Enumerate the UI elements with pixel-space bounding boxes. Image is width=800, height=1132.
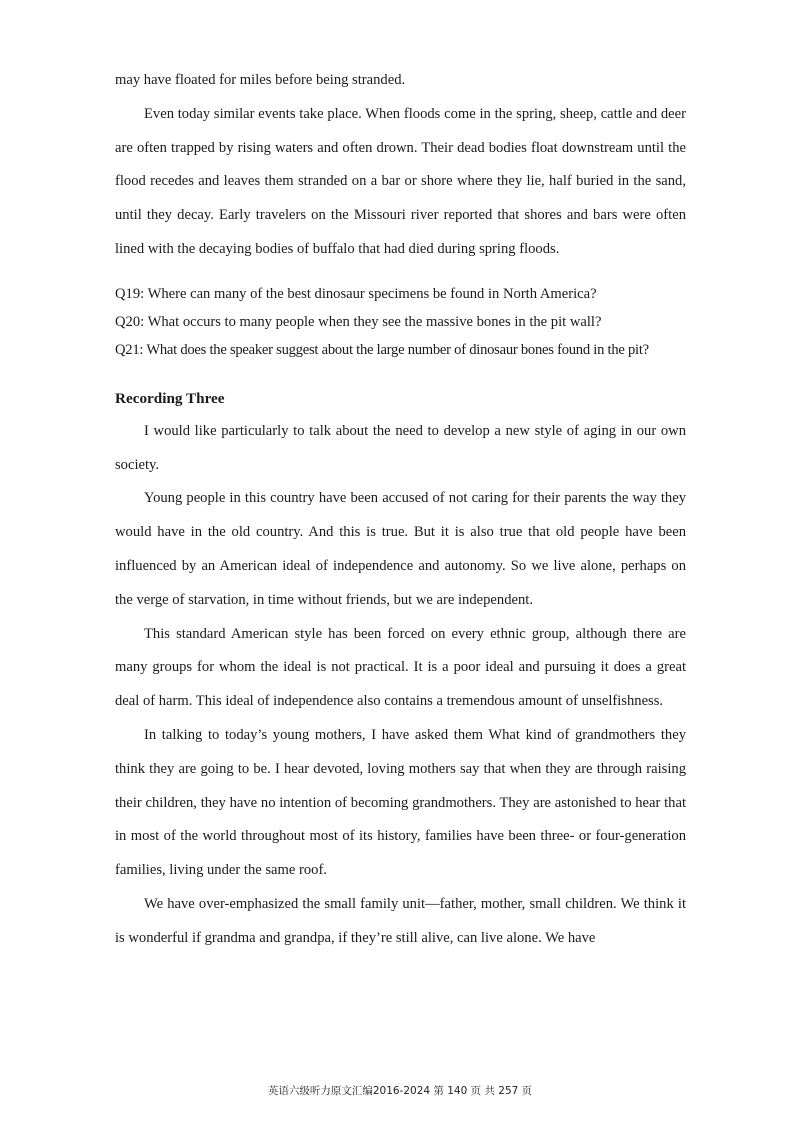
question-q21: Q21: What does the speaker suggest about the large number of dinosaur bones found in the pit? — [115, 341, 649, 358]
question-q19: Q19: Where can many of the best dinosaur specimens be found in North America? — [115, 285, 597, 302]
passage-paragraph: Even today similar events take place. When floods come in the spring, sheep, cattle and deer are often trapped by rising waters and often drown. Their dead bodies float downstream until the flood recedes and leaves them stranded on a bar or shore where they lie, half buried in the sand, until they decay. Early travelers on the Missouri river reported that shores and bars were often lined with the decaying bodies of buffalo that had died during spring floods. — [115, 105, 686, 257]
question-q20: Q20: What occurs to many people when they see the massive bones in the pit wall? — [115, 313, 602, 330]
question-list — [115, 280, 686, 364]
recording-three-transcript — [115, 415, 686, 956]
page-footer: 英语六级听力原文汇编2016-2024 第 140 页 共 257 页 — [267, 1085, 533, 1097]
transcript-paragraph: Young people in this country have been accused of not caring for their parents the way they would have in the old country. And this is true. But it is also true that old people have been influenced by an American ideal of independence and autonomy. So we live alone, perhaps on the verge of starvation, in time without friends, but we are independent. — [115, 490, 686, 608]
section-heading: Recording Three — [115, 389, 225, 407]
page-content — [115, 64, 686, 956]
transcript-paragraph: This standard American style has been forced on every ethnic group, although there are many groups for whom the ideal is not practical. It is a poor ideal and pursuing it does a great deal of harm. This ideal of independence also contains a tremendous amount of unselfishness. — [115, 625, 686, 710]
transcript-paragraph: In talking to today’s young mothers, I have asked them What kind of grandmothers they think they are going to be. I hear devoted, loving mothers say that when they are through raising their children, they have no intention of becoming grandmothers. They are astonished to hear that in most of the world throughout most of its history, families have been three- or four-generation families, living under the same roof. — [115, 726, 686, 879]
continued-text-line: may have floated for miles before being stranded. — [115, 72, 406, 88]
transcript-paragraph: We have over-emphasized the small family unit—father, mother, small children. We think it is wonderful if grandma and grandpa, if they’re still alive, can live alone. We have — [115, 895, 686, 946]
transcript-paragraph: I would like particularly to talk about the need to develop a new style of aging in our own society. — [115, 422, 686, 473]
